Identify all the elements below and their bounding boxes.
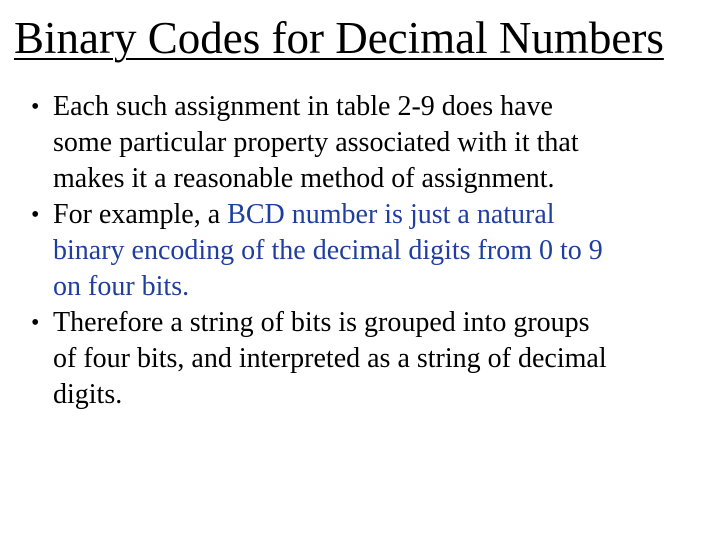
slide-title: Binary Codes for Decimal Numbers	[14, 13, 664, 63]
bullet-1-line-2: some particular property associated with it that	[53, 127, 579, 158]
bullet-3-line-3: digits.	[53, 379, 123, 410]
bullet-3-line-1: Therefore a string of bits is grouped into groups	[53, 307, 590, 338]
bullet-2-highlight-2: binary encoding of the decimal digits from 0 to 9	[53, 235, 603, 266]
bullet-marker: •	[31, 310, 40, 336]
bullet-marker: •	[31, 202, 40, 228]
bullet-1-line-3: makes it a reasonable method of assignment.	[53, 163, 555, 194]
bullet-2-highlight-3: on four bits.	[53, 271, 190, 302]
bullet-item-2	[0, 197, 720, 305]
bullet-item-3	[0, 305, 720, 413]
bullet-2-prefix: For example, a	[53, 199, 228, 230]
bullet-1-line-1: Each such assignment in table 2-9 does have	[53, 91, 553, 122]
bullet-item-1	[0, 89, 720, 197]
bullet-2-highlight-1: BCD number is just a natural	[227, 199, 555, 230]
bullet-list	[0, 89, 720, 413]
bullet-marker: •	[31, 94, 40, 120]
bullet-3-line-2: of four bits, and interpreted as a string of decimal	[53, 343, 607, 374]
